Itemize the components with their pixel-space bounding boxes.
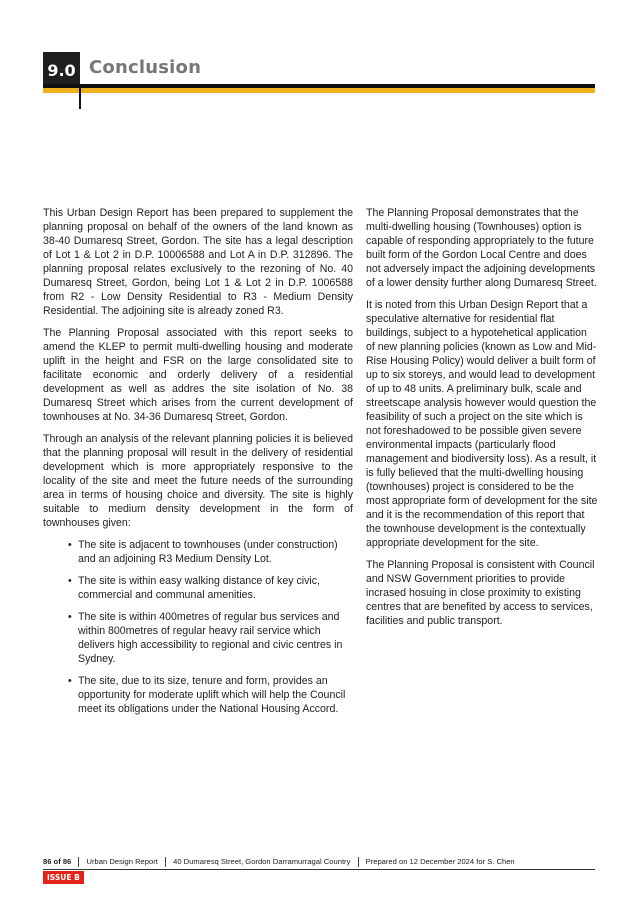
report-name: Urban Design Report [86,857,158,866]
footer-separator [358,857,359,867]
bullet-item: • The site, due to its size, tenure and form, provides an opportunity for moderate uplift which will help the Council meet its obligations under the National Housing Accord. [68,674,353,716]
site-address: 40 Dumaresq Street, Gordon Darramurragal Country [173,857,351,866]
paragraph: It is noted from this Urban Design Report that a speculative alternative for residential flat buildings, subject to a hypotehetical application of new planning policies (known as Low and Mid-Rise Housing Policy) would deliver a built form of up to six storeys, and would lead to development of up to 48 units. A preliminary bulk, scale and streetscape analysis however would question the feasibility of such a project on the site which is not foreshadowed to be possible given severe environmental impacts (particularly flood management and biodiversity loss). As a result, it is fully believed that the multi-dwelling housing (townhouses) project is considered to be the most appropriate form of development for the site and it is the recommendation of this report that the townhouse development is the contextually appropriate development for the site. [366,299,598,549]
footer [43,857,595,867]
footer-rule [43,869,595,870]
header-rule-gold [43,88,595,93]
paragraph: Through an analysis of the relevant planning policies it is believed that the planning proposal will result in the delivery of residential development which is more appropriately responsive to the locality of the site and meet the future needs of the surrounding area in terms of housing choice and diversity. The site is highly suitable to medium density development in the form of townhouses given: [43,433,353,529]
bullet-item: • The site is within 400metres of regular bus services and within 800metres of regular heavy rail service which delivers high accessibility to regional and civic centres in Sydney. [68,610,353,666]
footer-separator [165,857,166,867]
page-number: 86 of 86 [43,857,72,866]
prepared-info: Prepared on 12 December 2024 for S. Chen [365,857,515,866]
issue-badge: ISSUE B [43,871,84,884]
section-title: Conclusion [89,57,202,78]
paragraph: The Planning Proposal demonstrates that the multi-dwelling housing (Townhouses) option is capable of responding appropriately to the future built form of the Gordon Local Centre and does not adversely impact the adjoining developments of a lower density further along Dumaresq Street. [366,207,597,289]
paragraph: This Urban Design Report has been prepared to supplement the planning proposal on behalf of the owners of the land known as 38-40 Dumaresq Street, Gordon. The site has a legal description of Lot 1 & Lot 2 in D.P. 10006588 and Lot A in D.P. 312896. The planning proposal relates exclusively to the rezoning of No. 40 Dumaresq Street, Gordon, being Lot 1 & Lot 2 in D.P. 1006588 from R2 - Low Density Residential to R3 - Medium Density Residential. The adjoining site is already zoned R3. [43,207,353,317]
paragraph: The Planning Proposal associated with this report seeks to amend the KLEP to permit multi-dwelling housing and moderate uplift in the height and FSR on the large consolidated site to facilitate economic and orderly delivery of a residential development as well as addres the site isolation of No. 38 Dumaresq Street which arises from the current development of townhouses at No. 34-36 Dumaresq Street, Gordon. [43,327,353,423]
bullet-list [68,538,353,716]
right-column [366,206,598,636]
left-column [43,206,353,724]
footer-separator [78,857,79,867]
section-number: 9.0 [43,52,80,88]
section-header [43,52,595,94]
paragraph: The Planning Proposal is consistent with Council and NSW Government priorities to provide incrased hosuing in close proximity to existing centres that are benefited by access to services, facilities and public transport. [366,559,595,627]
bullet-item: • The site is within easy walking distance of key civic, commercial and communal amenities. [68,574,353,602]
header-vertical-line [79,88,81,109]
bullet-item: • The site is adjacent to townhouses (under construction) and an adjoining R3 Medium Density Lot. [68,538,353,566]
